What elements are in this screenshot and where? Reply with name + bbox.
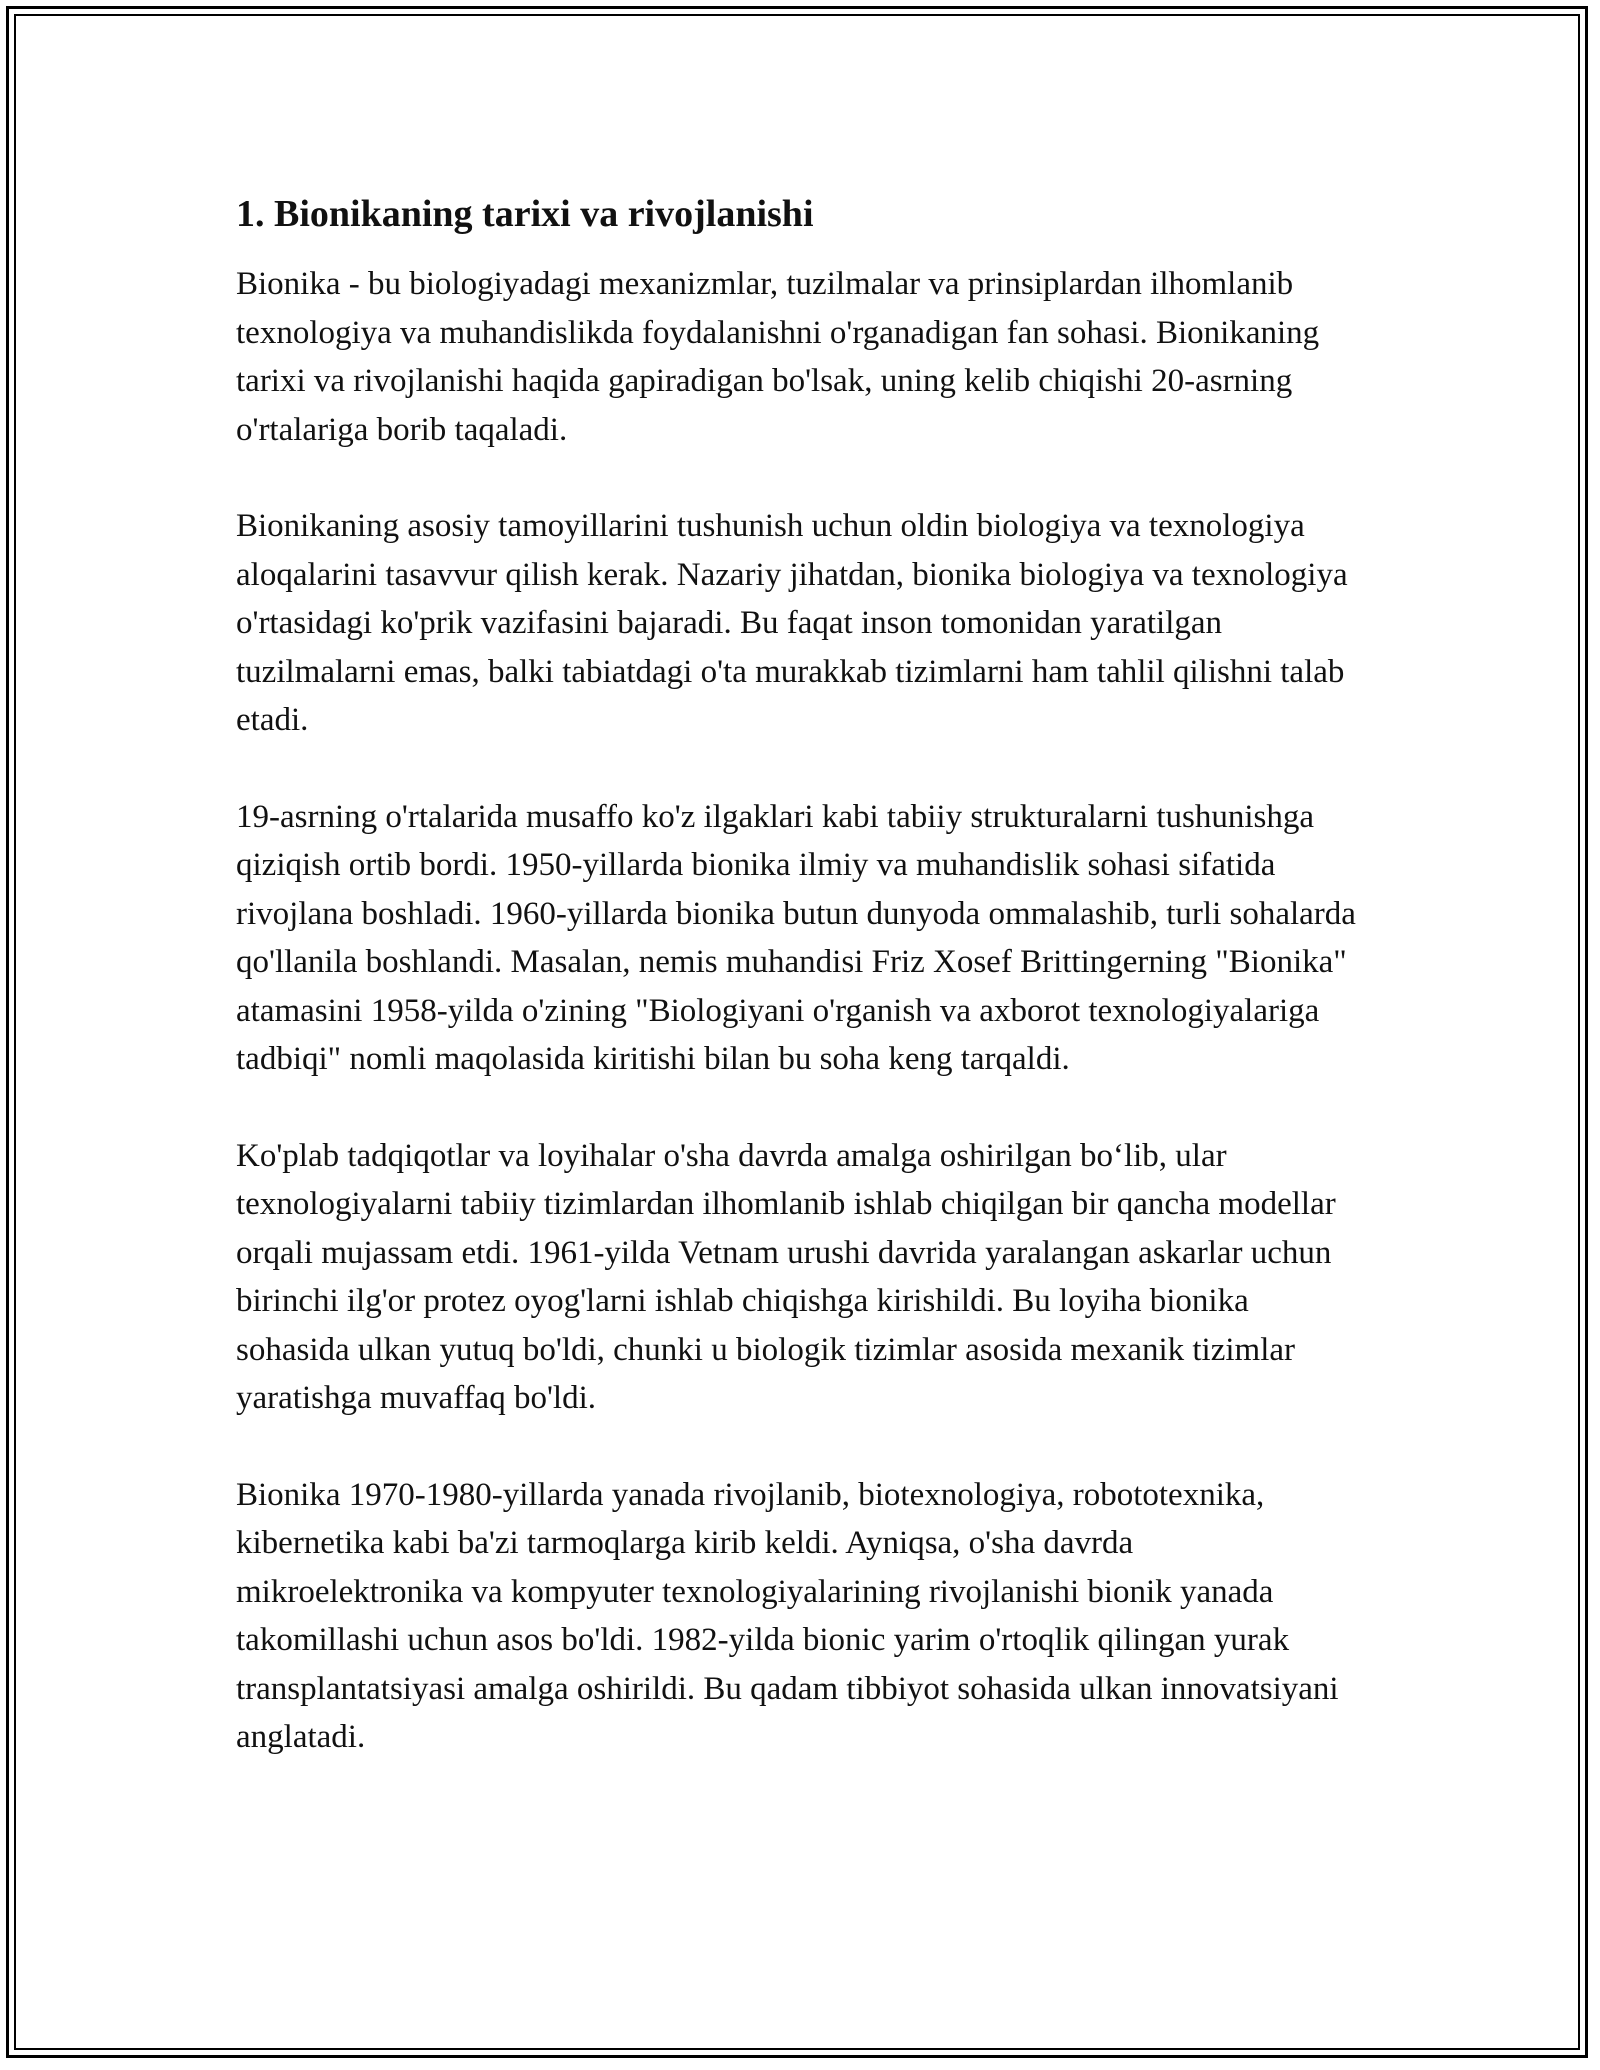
paragraph-2: Bionikaning asosiy tamoyillarini tushunish uchun oldin biologiya va texnologiya aloqalarini tasavvur qilish kerak. Nazariy jihatdan, bionika biologiya va texnologiya o'rtasidagi ko'prik vazifasini bajaradi. Bu faqat inson tomonidan yaratilgan tuzilmalarni emas, balki tabiatdagi o'ta murakkab tizimlarni ham tahlil qilishni talab etadi. — [236, 508, 1348, 738]
paragraph-4: Ko'plab tadqiqotlar va loyihalar o'sha davrda amalga oshirilgan bo‘lib, ular texnologiyalarni tabiiy tizimlardan ilhomlanib ishlab chiqilgan bir qancha modellar orqali mujassam etdi. 1961-yilda Vetnam urushi davrida yaralangan askarlar uchun birinchi ilg'or protez oyog'larni ishlab chiqishga kirishildi. Bu loyiha bionika sohasida ulkan yutuq bo'ldi, chunki u biologik tizimlar asosida mexanik tizimlar yaratishga muvaffaq bo'ldi. — [236, 1137, 1336, 1416]
paragraph-1: Bionika - bu biologiyadagi mexanizmlar, tuzilmalar va prinsiplardan ilhomlanib texnologiya va muhandislikda foydalanishni o'rganadigan fan sohasi. Bionikaning tarixi va rivojlanishi haqida gapiradigan bo'lsak, uning kelib chiqishi 20-asrning o'rtalariga borib taqaladi. — [236, 266, 1320, 448]
document-body — [236, 190, 1366, 1810]
section-heading: 1. Bionikaning tarixi va rivojlanishi — [236, 193, 814, 235]
paragraph-5: Bionika 1970-1980-yillarda yanada rivojlanib, biotexnologiya, robototexnika, kibernetika kabi ba'zi tarmoqlarga kirib keldi. Ayniqsa, o'sha davrda mikroelektronika va kompyuter texnologiyalarining rivojlanishi bionik yanada takomillashi uchun asos bo'ldi. 1982-yilda bionic yarim o'rtoqlik qilingan yurak transplantatsiyasi amalga oshirildi. Bu qadam tibbiyot sohasida ulkan innovatsiyani anglatadi. — [236, 1476, 1339, 1755]
paragraph-3: 19-asrning o'rtalarida musaffo ko'z ilgaklari kabi tabiiy strukturalarni tushunishga qiziqish ortib bordi. 1950-yillarda bionika ilmiy va muhandislik sohasi sifatida rivojlana boshladi. 1960-yillarda bionika butun dunyoda ommalashib, turli sohalarda qo'llanila boshlandi. Masalan, nemis muhandisi Friz Xosef Brittingerning "Bionika" atamasini 1958-yilda o'zining "Biologiyani o'rganish va axborot texnologiyalariga tadbiqi" nomli maqolasida kiritishi bilan bu soha keng tarqaldi. — [236, 798, 1356, 1077]
